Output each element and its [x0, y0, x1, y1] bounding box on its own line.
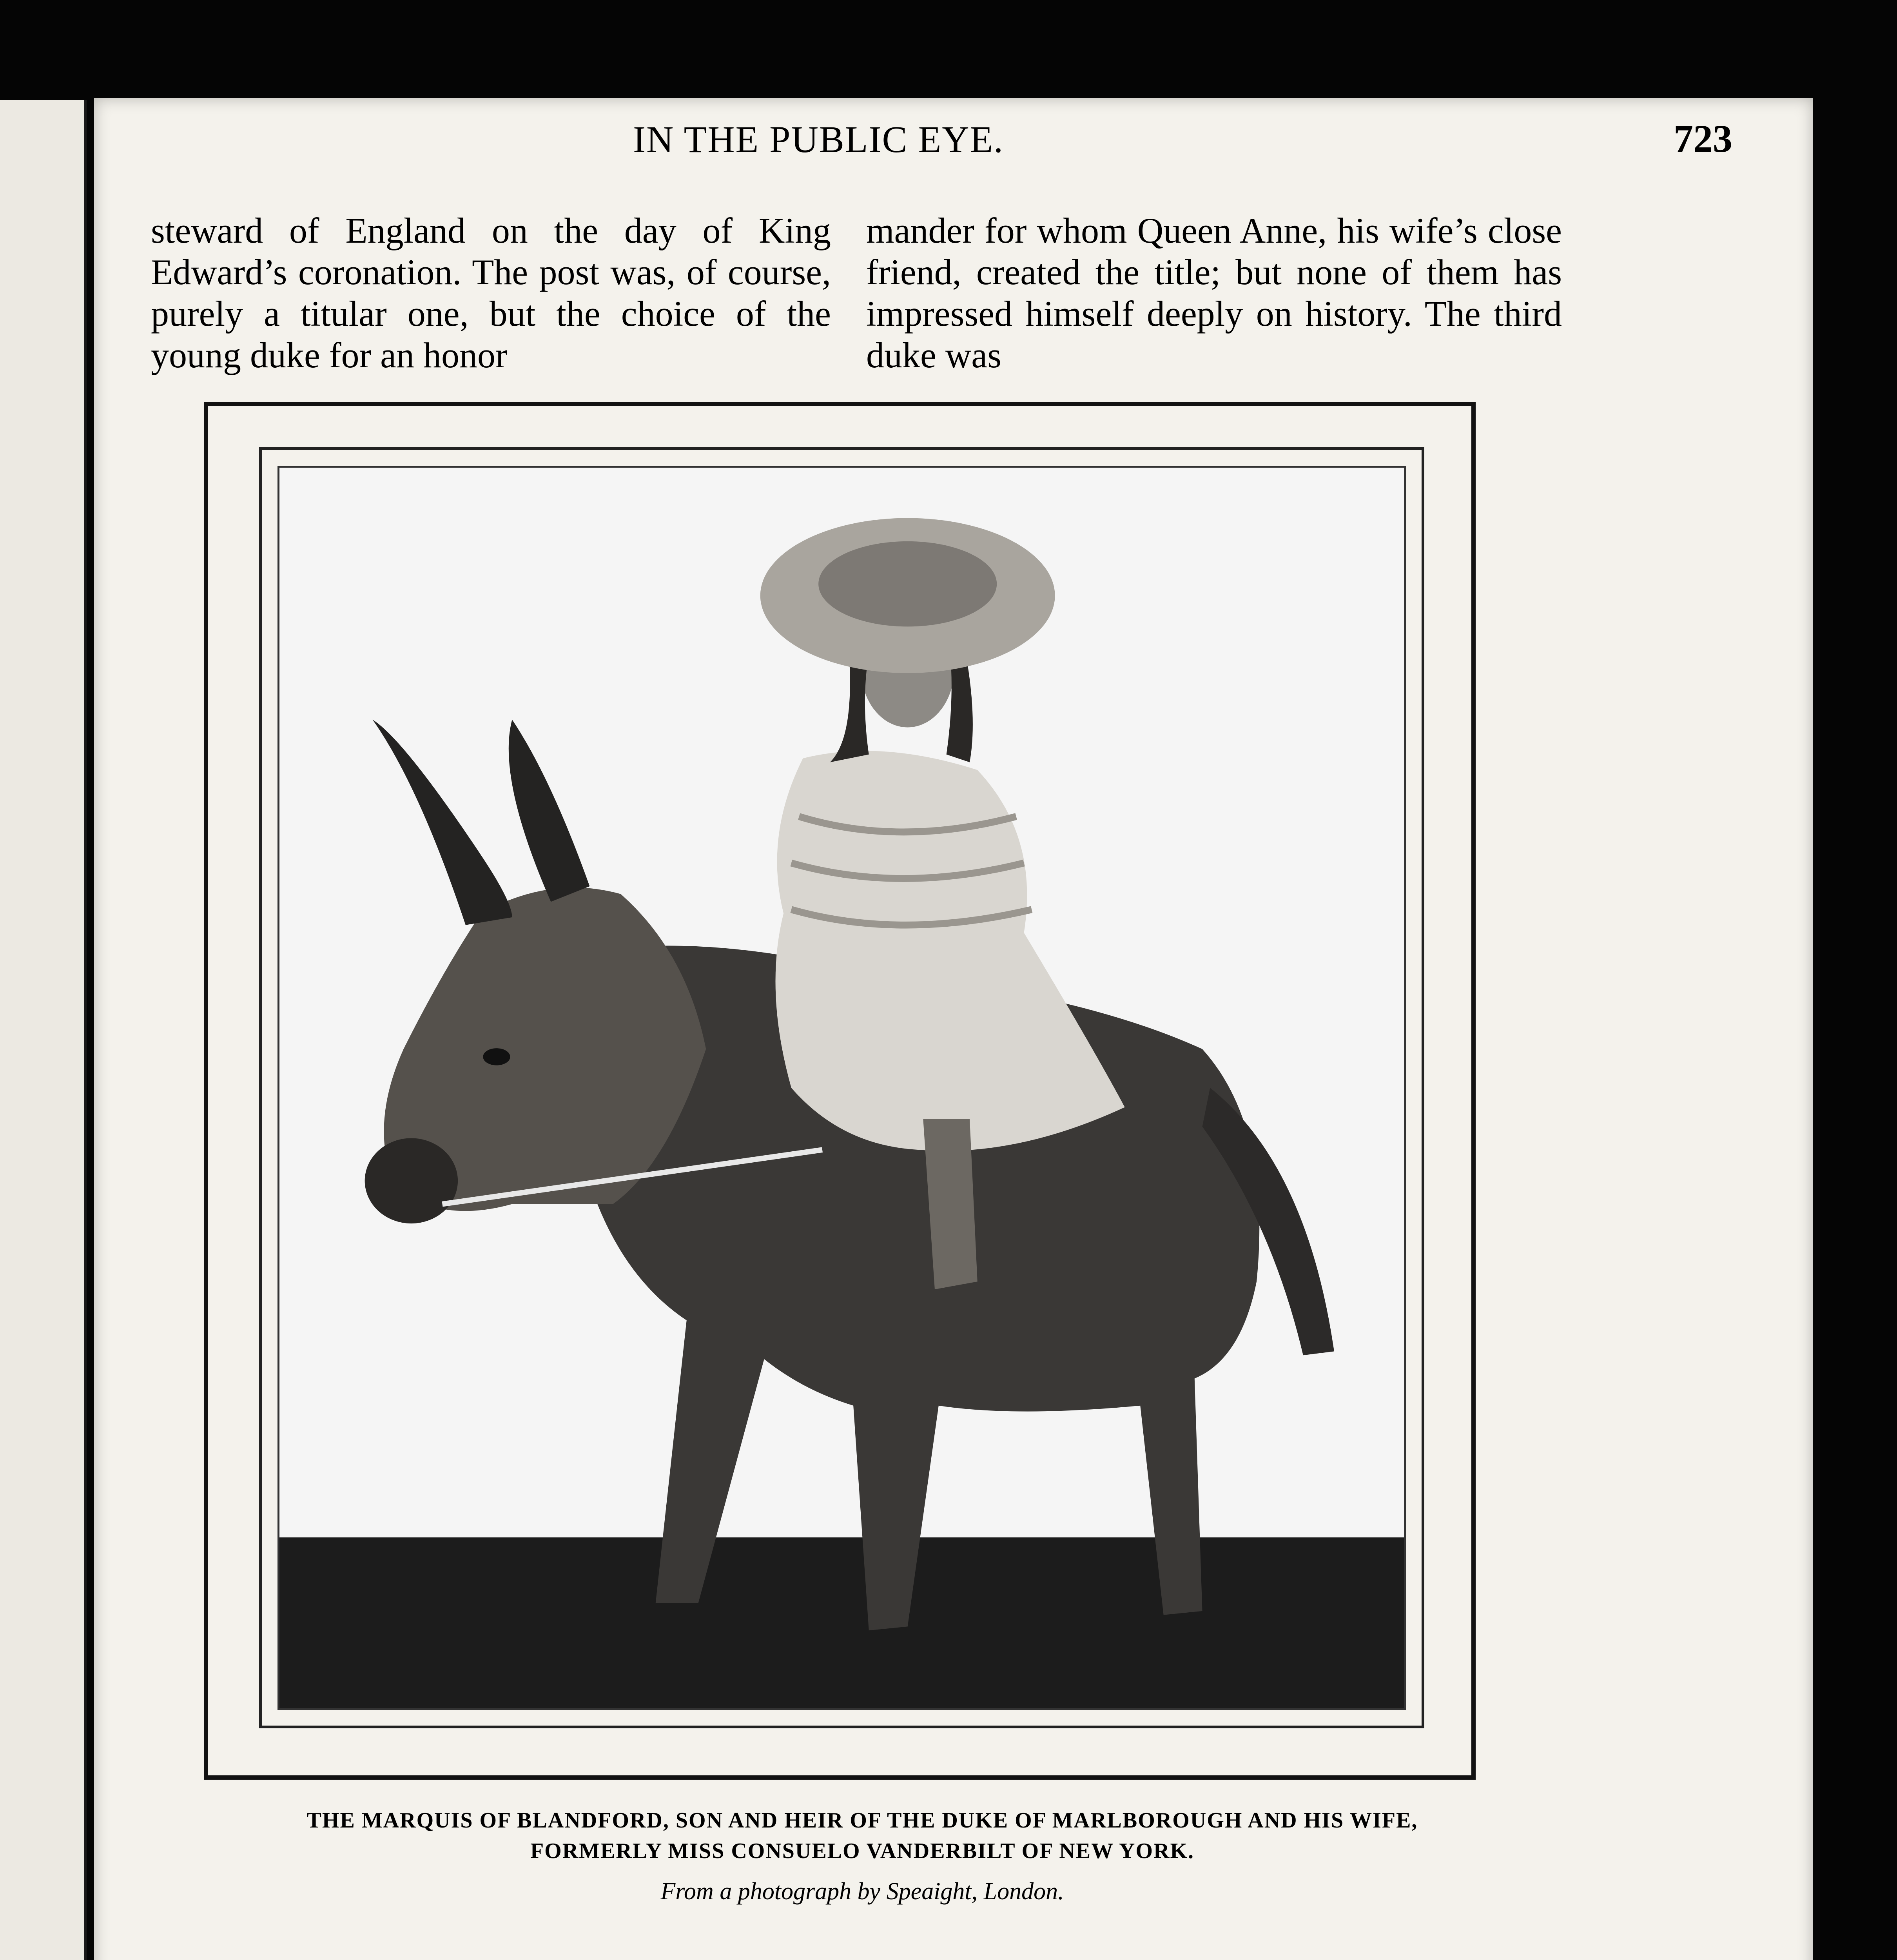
top-left-column — [151, 210, 831, 376]
photo-frame-inner-border — [259, 447, 1424, 1728]
caption-line-1: THE MARQUIS OF BLANDFORD, SON AND HEIR OF THE DUKE OF MARLBOROUGH AND HIS WIFE, — [306, 1808, 1418, 1833]
photo-frame — [204, 402, 1476, 1780]
top-right-paragraph: mander for whom Queen Anne, his wife’s close friend, created the title; but none of them has impressed himself deeply on history. The third duke was — [866, 211, 1562, 375]
child-on-donkey-photo — [279, 468, 1404, 1708]
page-number: 723 — [1674, 117, 1732, 160]
facing-page-edge — [0, 100, 87, 1960]
top-right-column — [866, 210, 1562, 376]
running-title: IN THE PUBLIC EYE. — [633, 118, 1004, 160]
caption-line-2: FORMERLY MISS CONSUELO VANDERBILT OF NEW YORK. — [530, 1839, 1195, 1863]
top-left-paragraph: steward of England on the day of King Edward’s coronation. The post was, of course, purely a titular one, but the choice of the young duke for an honor — [151, 211, 831, 375]
photograph — [277, 466, 1406, 1710]
photo-credit: From a photograph by Speaight, London. — [660, 1878, 1064, 1905]
photo-caption — [165, 1805, 1560, 1866]
